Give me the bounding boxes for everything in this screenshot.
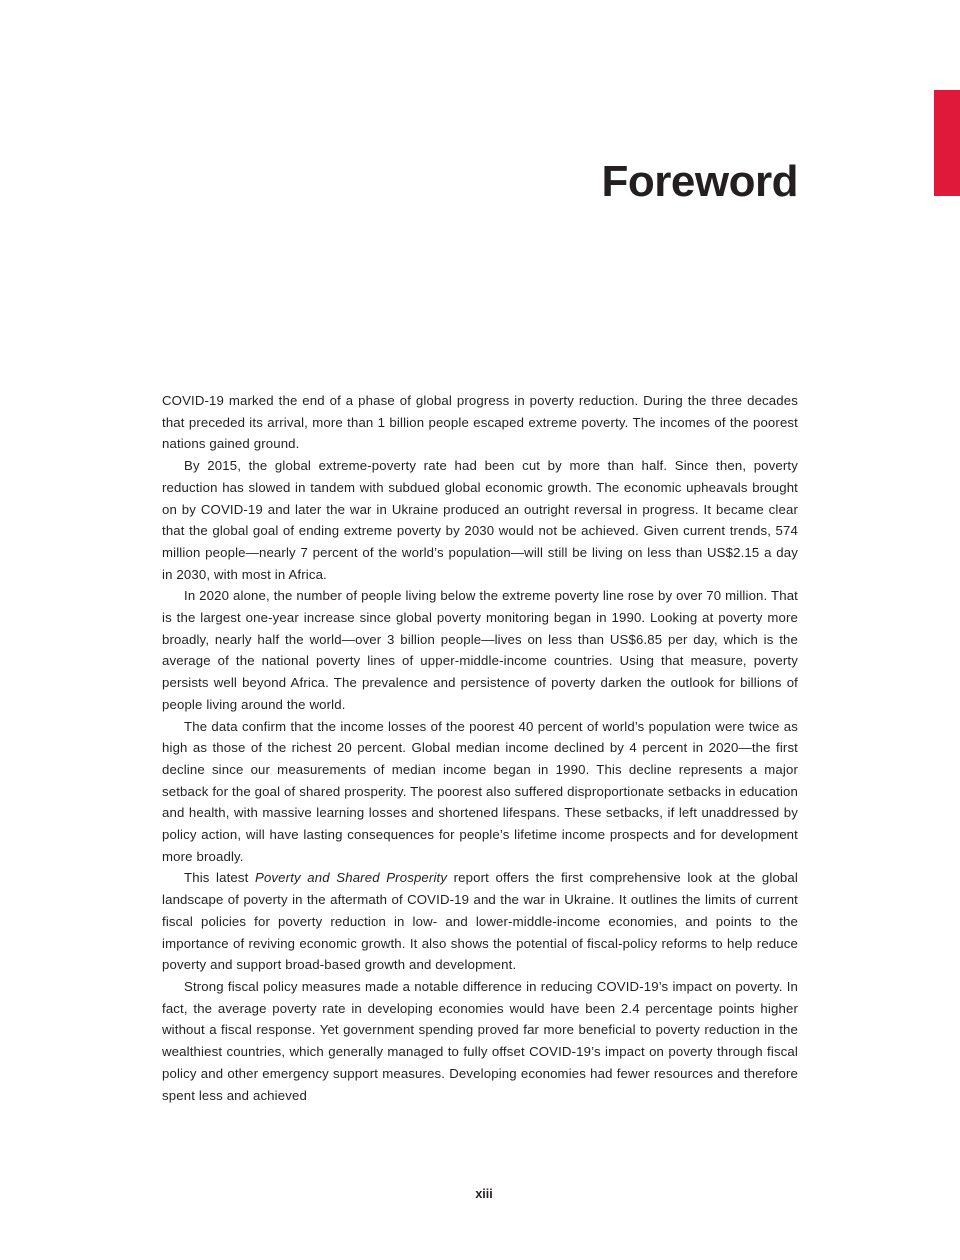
- paragraph-5-end: report offers the first comprehensive look at the global landscape of poverty in the aftermath of COVID-19 and the war in Ukraine. It outlines the limits of current fiscal policies for poverty reduction in low- and lower-middle-income economies, and points to the importance of reviving economic growth. It also shows the potential of fiscal-policy reforms to help reduce poverty and support broad-based growth and development.: [162, 870, 798, 973]
- paragraph-3: In 2020 alone, the number of people living below the extreme poverty line rose by over 70 million. That is the largest one-year increase since global poverty monitoring began in 1990. Looking at poverty more broadly, nearly half the world—over 3 billion people—lives on less than US$6.85 per day, which is the average of the national poverty lines of upper-middle-income countries. Using that measure, poverty persists well beyond Africa. The prevalence and persistence of poverty darken the outlook for billions of people living around the world.: [162, 588, 798, 712]
- paragraph-5-start: This latest: [184, 870, 255, 886]
- page-title: Foreword: [601, 157, 798, 206]
- chapter-tab-marker: [934, 90, 960, 196]
- paragraph-2: By 2015, the global extreme-poverty rate had been cut by more than half. Since then, poverty reduction has slowed in tandem with subdued global economic growth. The economic upheavals brought on by COVID-19 and later the war in Ukraine produced an outright reversal in progress. It became clear that the global goal of ending extreme poverty by 2030 would not be achieved. Given current trends, 574 million people—nearly 7 percent of the world’s population—will still be living on less than US$2.15 a day in 2030, with most in Africa.: [162, 458, 798, 582]
- page-number: xiii: [475, 1187, 493, 1201]
- paragraph-6: Strong fiscal policy measures made a notable difference in reducing COVID-19’s impact on poverty. In fact, the average poverty rate in developing economies would have been 2.4 percentage points higher without a fiscal response. Yet government spending proved far more beneficial to poverty reduction in the wealthiest countries, which generally managed to fully offset COVID-19’s impact on poverty through fiscal policy and other emergency support measures. Developing economies had fewer resources and therefore spent less and achieved: [162, 978, 798, 1103]
- paragraph-5: [162, 867, 798, 976]
- foreword-body: [162, 390, 798, 1106]
- paragraph-1: COVID-19 marked the end of a phase of global progress in poverty reduction. During the three decades that preceded its arrival, more than 1 billion people escaped extreme poverty. The incomes of the poorest nations gained ground.: [162, 393, 798, 452]
- report-title-italic: Poverty and Shared Prosperity: [255, 870, 448, 886]
- paragraph-4: The data confirm that the income losses of the poorest 40 percent of world’s population were twice as high as those of the richest 20 percent. Global median income declined by 4 percent in 2020—the first decline since our measurements of median income began in 1990. This decline represents a major setback for the goal of shared prosperity. The poorest also suffered disproportionate setbacks in education and health, with massive learning losses and shortened lifespans. These setbacks, if left unaddressed by policy action, will have lasting consequences for people’s lifetime income prospects and for development more broadly.: [162, 718, 798, 864]
